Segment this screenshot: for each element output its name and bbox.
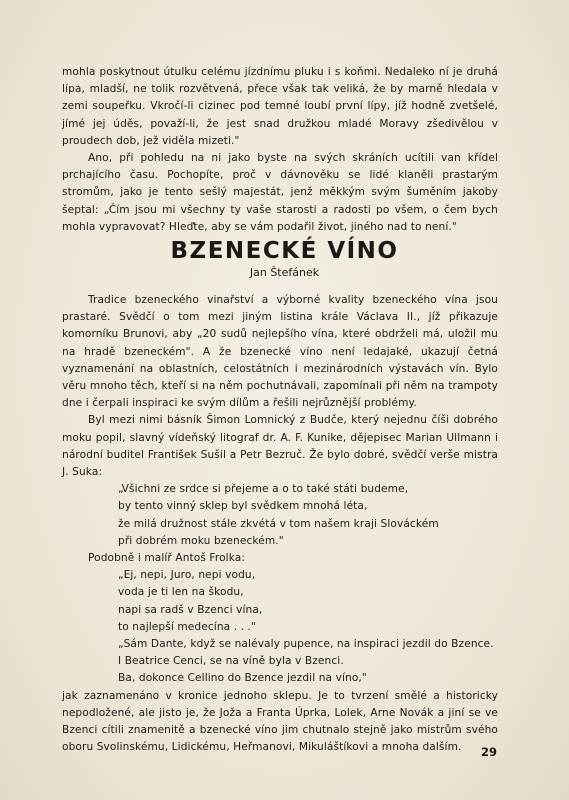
verse-line: to najlepší medecína . . ." xyxy=(118,620,256,633)
closing-paragraph: jak zaznamenáno v kronice jednoho sklepu. Je to tvrzení smělé a historicky nepodložené, ale jisto je, že Joža a Franta Úprka, Lolek, Arne Novák a jiní se ve Bzenci cítili znamenitě a bzenecké víno jim chutnalo stejně jako mistrům svého oboru Svolinskému, Lidickému, Heřmanovi, Mikuláštíkovi a mnoha dalším. xyxy=(62,689,498,754)
intro-paragraph-1: mohla poskytnout útulku celému jízdnímu pluku i s koňmi. Nedaleko ní je druhá lípa, mladší, ne tolik rozvětvená, přece však tak veliká, že by marně hledala v zemi soupeřku. Vkročí-li cizinec pod temné loubí první lípy, jíž hodně zvetšelé, jímé jej úděs, považí-li, že jest snad družkou mladé Moravy zšedivělou v proudech dob, jež viděla mizeti." xyxy=(62,66,498,147)
verse-line: voda je ti len na škodu, xyxy=(118,586,244,599)
verse-line: napi sa radš v Bzenci vína, xyxy=(118,603,263,616)
intro-section xyxy=(62,64,498,236)
verse-line: „Sám Dante, když se nalévaly pupence, na inspiraci jezdil do Bzence. xyxy=(118,638,494,651)
article-paragraph-1: Tradice bzeneckého vinařství a výborné kvality bzeneckého vína jsou prastaré. Svědčí o tom mezi jiným listina krále Václava II., jíž přikazuje komorníku Brunovi, aby „20 sudů nejlepšího vína, které obdrželi má, uložil mu na hradě bzeneckém". A že bzenecké víno není ledajaké, ukazují četná vyznamenání na oblastních, celostátních i mezinárodních výstavách vín. Bylo věru mnoho těch, kteří si na něm pochutnávali, zapomínali při něm na trampoty dne i čerpali inspiraci ke svým dílům a řešili nejrůznější problémy. xyxy=(62,294,498,410)
frolka-verse xyxy=(118,567,498,687)
article-body xyxy=(62,292,498,756)
article-author: Jan Štefánek xyxy=(249,266,320,279)
intro-paragraph-2: Ano, při pohledu na ni jako byste na svých skráních ucítili van křídel prchajícího času. Pochopíte, proč v dávnověku se lidé klaněli prastarým stromům, jako je tento sešlý majestát, jenž měkkým svým šuměním jakoby šeptal: „Čím jsou mi všechny ty vaše starosti a radosti po všem, o čem bych mohla vypravovat? Hleďte, aby se vám podařil život, jiného nad to není." xyxy=(62,152,498,233)
verse-line: že milá družnost stále zkvétá v tom našem kraji Slováckém xyxy=(118,517,439,530)
verse-line: „Ej, nepi, Juro, nepi vodu, xyxy=(118,569,256,582)
verse2-intro: Podobně i malíř Antoš Frolka: xyxy=(88,552,246,565)
article-title: BZENECKÉ VÍNO xyxy=(170,238,399,264)
page-number: 29 xyxy=(480,745,497,759)
verse-line: při dobrém moku bzeneckém." xyxy=(118,534,284,547)
verse-line: „Všichni ze srdce si přejeme a o to také státi budeme, xyxy=(118,483,409,496)
verse-line: by tento vinný sklep byl svědkem mnohá léta, xyxy=(118,500,368,513)
suk-verse xyxy=(118,481,498,550)
verse-line: Ba, dokonce Cellino do Bzence jezdil na víno," xyxy=(118,672,367,685)
article-paragraph-2: Byl mezi nimi básník Šimon Lomnický z Budče, který nejednu číši dobrého moku popil, slavný vídeňský litograf dr. A. F. Kunike, dějepisec Marian Ullmann i národní buditel František Sušil a Petr Bezruč. Že bylo dobré, svědčí verše mistra J. Suka: xyxy=(62,414,498,479)
verse-line: I Beatrice Cenci, se na víně byla v Bzenci. xyxy=(118,655,344,668)
